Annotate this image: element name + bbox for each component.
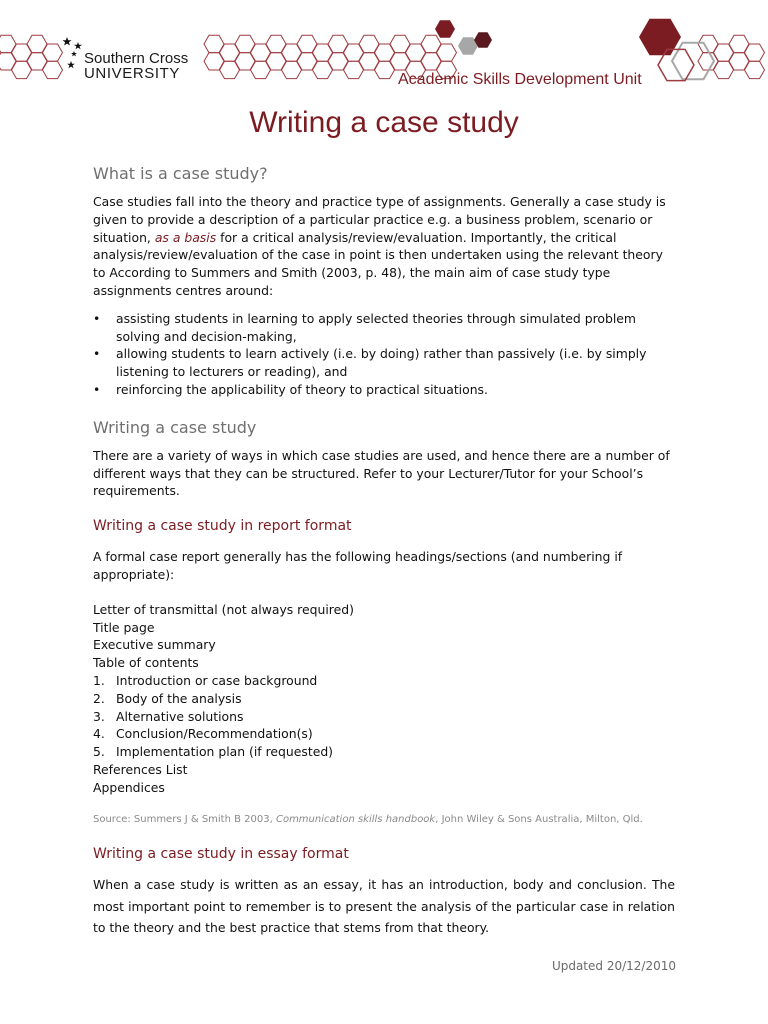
hexagon-shape [745, 44, 765, 61]
list-item: Letter of transmittal (not always required) [93, 601, 354, 617]
section-heading-writing: Writing a case study [93, 417, 257, 437]
southern-cross-stars-icon [62, 34, 84, 74]
item-number: 4. [93, 726, 105, 742]
intro-paragraph [93, 193, 675, 300]
source-text-b: , John Wiley & Sons Australia, Milton, Qld. [435, 813, 643, 825]
section-heading-what-is: What is a case study? [93, 164, 268, 183]
section-heading-essay-format: Writing a case study in essay format [93, 846, 349, 863]
hexagon-shape [0, 53, 16, 70]
report-intro: A formal case report generally has the following headings/sections (and numbering if appropriate): [93, 549, 623, 582]
section-heading-report-format: Writing a case study in report format [93, 518, 352, 535]
hexagon-shape [745, 61, 765, 78]
list-item [93, 708, 675, 726]
list-item: Appendices [93, 779, 165, 795]
source-text-a: Source: Summers J & Smith B 2003, [93, 813, 276, 825]
item-number: 2. [93, 690, 105, 706]
item-text: Conclusion/Recommendation(s) [116, 726, 313, 742]
item-number: 1. [93, 672, 105, 688]
list-item [93, 381, 675, 399]
hexagon-shape [435, 20, 455, 37]
list-item [93, 690, 675, 708]
intro-text-a: Case studies fall into the theory and practice type of assignments. Generally a case study is given to provide a description of a particular practice e.g. a business problem, scenario or situation, [93, 194, 666, 245]
list-item-text: allowing students to learn actively (i.e. by doing) rather than passively (i.e. by simply listening to lecturers or reading), and [116, 346, 647, 380]
list-item: References List [93, 761, 188, 777]
list-item [93, 725, 675, 743]
source-book-title: Communication skills handbook [275, 813, 436, 825]
hexagon-shape [437, 44, 457, 61]
essay-paragraph: When a case study is written as an essay, it has an introduction, body and conclusion. The most important point to remember is to present the analysis of the particular case in relation to the theory and the best practice that stems from that theory. [93, 877, 675, 936]
hexagon-shape [43, 61, 63, 78]
hexagon-shape [0, 35, 16, 52]
list-item: Title page [93, 619, 155, 635]
intro-emphasis: as a basis [154, 229, 217, 245]
item-number: 5. [93, 744, 105, 760]
list-item [93, 345, 675, 381]
aims-list [93, 310, 675, 399]
item-text: Implementation plan (if requested) [116, 744, 334, 760]
list-item [93, 672, 675, 690]
list-item [93, 743, 675, 761]
hexagon-shape [672, 43, 714, 79]
list-item: Executive summary [93, 637, 216, 653]
unit-name: Academic Skills Development Unit [398, 71, 642, 88]
document-body [93, 163, 675, 939]
bullet-icon: • [93, 346, 101, 362]
structure-paragraph: There are a variety of ways in which case studies are used, and hence there are a number of different ways that they can be structured. Refer to your Lecturer/Tutor for your School’s requirements. [93, 447, 670, 499]
item-text: Body of the analysis [116, 690, 242, 706]
intro-text-b: for a critical analysis/review/evaluation. Importantly, the critical analysis/review/evaluation of the case in point is then undertaken using the relevant theory to According to Summers and Smith (2003, p. 48), the main aim of case study type assignments centres around: [93, 229, 663, 298]
report-sections-list [93, 601, 675, 797]
item-number: 3. [93, 708, 105, 724]
list-item: Table of contents [93, 655, 199, 671]
updated-date: Updated 20/12/2010 [551, 959, 676, 973]
source-citation [93, 811, 675, 829]
list-item [93, 310, 675, 346]
logo-line-1: Southern Cross [84, 50, 189, 67]
logo-line-2: UNIVERSITY [84, 65, 181, 82]
page-header [0, 0, 768, 100]
bullet-icon: • [93, 310, 101, 326]
list-item-text: assisting students in learning to apply selected theories through simulated problem solving and decision-making, [116, 310, 637, 344]
hexagon-shape [43, 44, 63, 61]
document-title: Writing a case study [249, 106, 519, 139]
item-text: Introduction or case background [116, 672, 318, 688]
list-item-text: reinforcing the applicability of theory to practical situations. [116, 381, 488, 397]
bullet-icon: • [93, 381, 101, 397]
item-text: Alternative solutions [116, 708, 244, 724]
